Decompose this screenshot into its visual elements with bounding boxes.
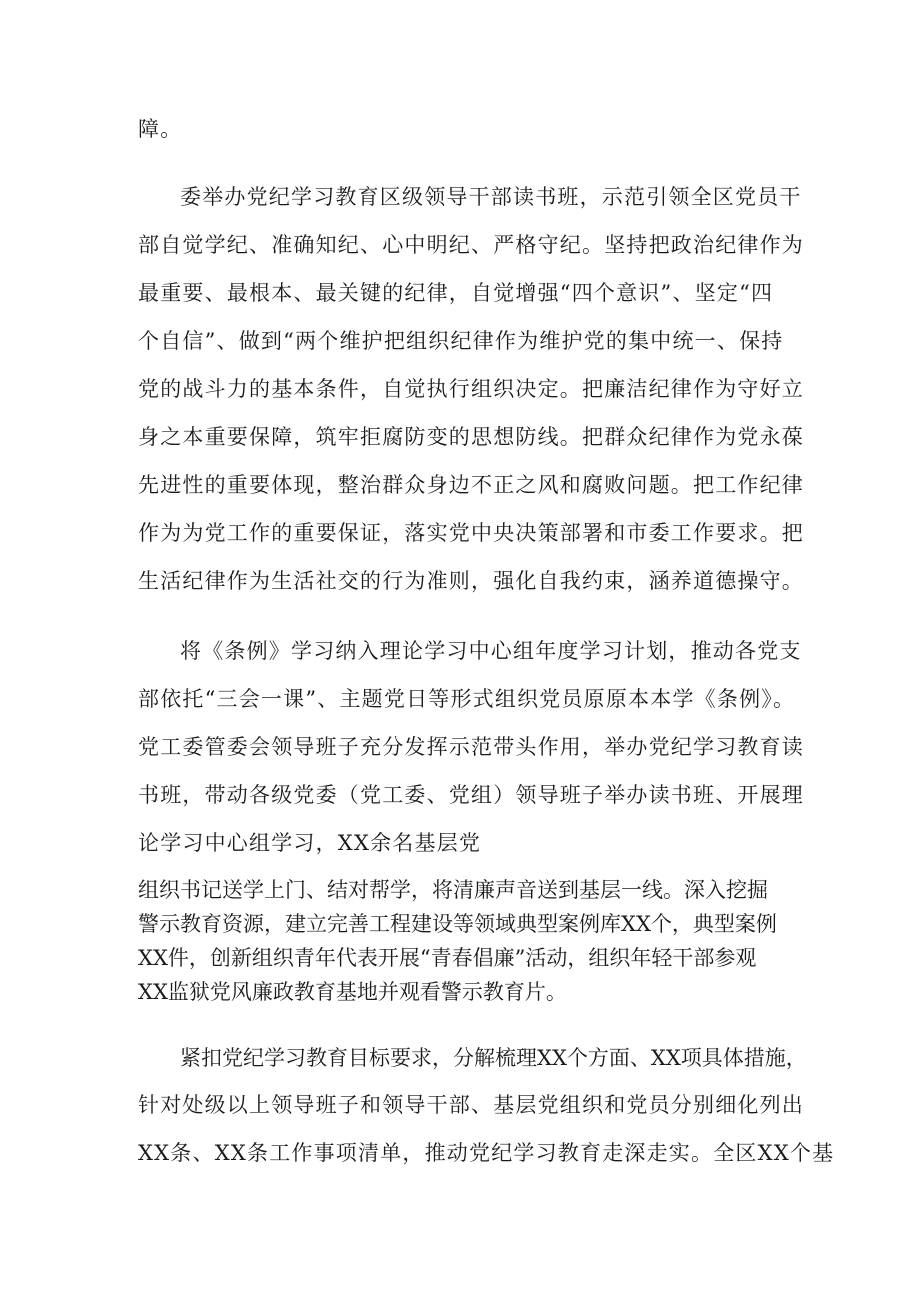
paragraph-line: XX件，创新组织青年代表开展“青春倡廉”活动，组织年轻干部参观: [138, 946, 757, 970]
paragraph-line: 障。: [138, 117, 183, 141]
paragraph-line: 先进性的重要体现，整治群众身边不正之风和腐败问题。把工作纪律: [138, 473, 804, 497]
paragraph-line: XX监狱党风廉政教育基地并观看警示教育片。: [138, 980, 567, 1004]
paragraph-line: 最重要、最根本、最关键的纪律，自觉增强“四个意识”、坚定“四: [138, 281, 774, 305]
paragraph-line: 部依托“三会一课”、主题党日等形式组织党员原原本本学《条例》。: [138, 687, 796, 711]
paragraph-line: 紧扣党纪学习教育目标要求，分解梳理XX个方面、XX项具体措施，: [180, 1046, 807, 1070]
paragraph-line: 部自觉学纪、准确知纪、心中明纪、严格守纪。坚持把政治纪律作为: [138, 233, 804, 257]
paragraph-line: 委举办党纪学习教育区级领导干部读书班，示范引领全区党员干: [180, 185, 802, 209]
paragraph-line: 组织书记送学上门、结对帮学，将清廉声音送到基层一线。深入挖掘: [138, 878, 768, 902]
paragraph-line: 作为为党工作的重要保证，落实党中央决策部署和市委工作要求。把: [138, 521, 804, 545]
paragraph-line: 身之本重要保障，筑牢拒腐防变的思想防线。把群众纪律作为党永葆: [138, 425, 804, 449]
paragraph-line: 论学习中心组学习，XX余名基层党: [138, 831, 482, 855]
paragraph-line: 党的战斗力的基本条件，自觉执行组织决定。把廉洁纪律作为守好立: [138, 377, 804, 401]
paragraph-line: XX条、XX条工作事项清单，推动党纪学习教育走深走实。全区XX个基: [138, 1141, 835, 1165]
paragraph-line: 警示教育资源，建立完善工程建设等领域典型案例库XX个，典型案例: [138, 912, 777, 936]
paragraph-line: 将《条例》学习纳入理论学习中心组年度学习计划，推动各党支: [180, 639, 802, 663]
paragraph-line: 生活纪律作为生活社交的行为准则，强化自我约束，涵养道德操守。: [138, 569, 804, 593]
paragraph-line: 个自信”、做到“两个维护把组织纪律作为维护党的集中统一、保持: [138, 329, 784, 353]
paragraph-line: 党工委管委会领导班子充分发挥示范带头作用，举办党纪学习教育读: [138, 735, 804, 759]
paragraph-line: 书班，带动各级党委（党工委、党组）领导班子举办读书班、开展理: [138, 783, 804, 807]
paragraph-line: 针对处级以上领导班子和领导干部、基层党组织和党员分别细化列出: [138, 1093, 804, 1117]
